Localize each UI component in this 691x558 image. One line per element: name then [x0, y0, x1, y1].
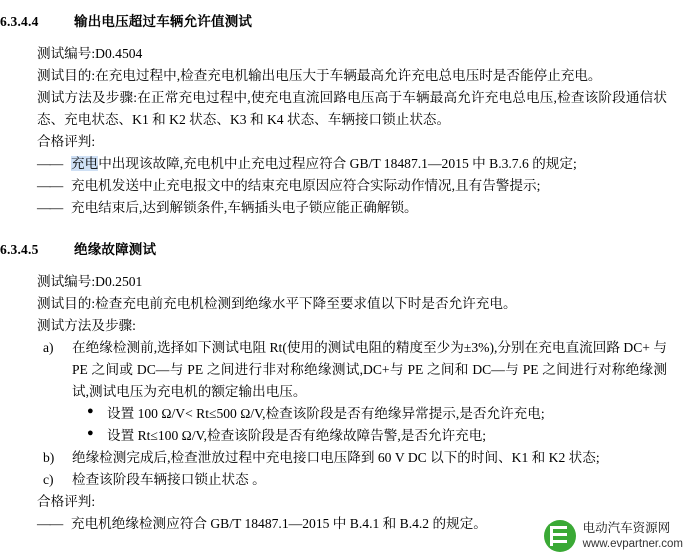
watermark-text: [583, 521, 683, 551]
list-item-label: a): [43, 340, 54, 356]
watermark: [544, 520, 683, 552]
criteria-text: 充电机绝缘检测应符合 GB/T 18487.1—2015 中 B.4.1 和 B.4.2 的规定。: [71, 516, 487, 532]
bullet-item: [87, 425, 667, 447]
test-number-line: 测试编号:D0.4504: [37, 46, 143, 61]
evpartner-logo-icon: [544, 520, 576, 552]
list-item-text: 在绝缘检测前,选择如下测试电阻 Rt(使用的测试电阻的精度至少为±3%),分别在充电直流回路 DC+ 与 PE 之间或 DC—与 PE 之间进行非对称绝缘测试,DC+与 PE 之间和 DC—与 PE 之间进行对称绝缘测试,测试电压为充电机的额定输出电压。: [72, 340, 667, 400]
criteria-text: 充电机发送中止充电报文中的结束充电原因应符合实际动作情况,且有告警提示;: [71, 178, 541, 194]
test-purpose-line: 测试目的:检查充电前充电机检测到绝缘水平下降至要求值以下时是否允许充电。: [37, 296, 517, 312]
watermark-url: www.evpartner.com: [582, 537, 683, 550]
test-purpose-line: 测试目的:在充电过程中,检查充电机输出电压大于车辆最高允许充电总电压时是否能停止充电。: [37, 68, 602, 84]
bullet-icon: ●: [87, 427, 94, 440]
dash-icon: ——: [37, 200, 63, 216]
bullet-icon: ●: [87, 405, 94, 418]
criteria-text-rest: 中出现该故障,充电机中止充电过程应符合 GB/T 18487.1—2015 中 B.3.7.6 的规定;: [98, 156, 577, 172]
test-method-line: 测试方法及步骤:在正常充电过程中,使充电直流回路电压高于车辆最高允许充电总电压,检查该阶段通信状态、充电状态、K1 和 K2 状态、K3 和 K4 状态、车辆接口锁止状态。: [37, 90, 667, 128]
dash-icon: ——: [37, 178, 63, 194]
section-heading-6-3-4-5: [0, 238, 691, 258]
bullet-text: 设置 100 Ω/V< Rt≤500 Ω/V,检查该阶段是否有绝缘异常提示,是否允许充电;: [107, 406, 545, 422]
dash-icon: ——: [37, 156, 63, 172]
list-item: [37, 447, 667, 469]
section-heading-6-3-4-4: [0, 10, 691, 30]
criteria-item: [37, 153, 667, 175]
dash-icon: ——: [37, 516, 63, 532]
section-title: 绝缘故障测试: [74, 242, 157, 258]
list-item-text: 绝缘检测完成后,检查泄放过程中充电接口电压降到 60 V DC 以下的时间、K1 和 K2 状态;: [72, 450, 600, 466]
criteria-text: 充电结束后,达到解锁条件,车辆插头电子锁应能正确解锁。: [71, 200, 418, 216]
watermark-title: 电动汽车资源网: [582, 521, 671, 535]
list-item-label: c): [43, 472, 54, 488]
criteria-item: [37, 175, 667, 197]
bullet-item: [87, 403, 667, 425]
test-number-line: 测试编号:D0.2501: [37, 274, 143, 290]
section-body-6-3-4-4: [37, 43, 667, 219]
section-body-6-3-4-5: [37, 271, 667, 535]
section-number: 6.3.4.4: [0, 14, 39, 29]
bullet-text: 设置 Rt≤100 Ω/V,检查该阶段是否有绝缘故障告警,是否允许充电;: [107, 428, 487, 444]
acceptance-criteria-label: 合格评判:: [37, 494, 96, 510]
criteria-text: [71, 153, 667, 175]
criteria-item: [37, 197, 667, 219]
section-number: 6.3.4.5: [0, 242, 39, 258]
section-title: 输出电压超过车辆允许值测试: [74, 14, 253, 29]
list-item-text: 检查该阶段车辆接口锁止状态 。: [72, 472, 266, 488]
acceptance-criteria-label: 合格评判:: [37, 134, 96, 150]
list-item-label: b): [43, 450, 55, 466]
list-item: [37, 337, 667, 403]
highlighted-text: 充电: [71, 156, 99, 172]
document-page: [0, 10, 691, 558]
list-item: [37, 469, 667, 491]
test-method-label: 测试方法及步骤:: [37, 318, 136, 334]
